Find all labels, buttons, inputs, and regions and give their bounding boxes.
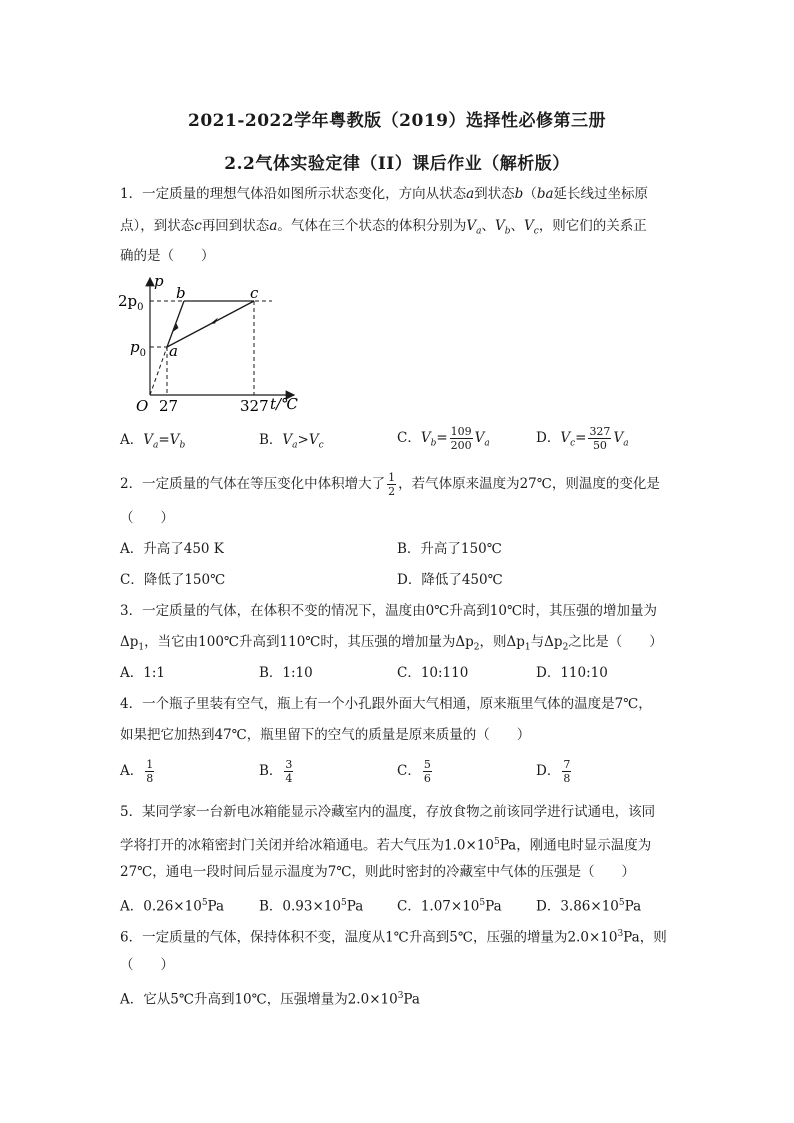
q1-option-b[interactable]: B．$V_a>V_c$ — [259, 432, 324, 451]
process-a-to-b — [167, 301, 184, 347]
q3-option-b[interactable]: B．1:10 — [259, 665, 313, 681]
y-axis-label: p — [154, 272, 164, 290]
q5-option-a[interactable]: A．$0.26\times 10^5Pa$ — [120, 898, 225, 915]
q1-option-d[interactable]: D．$V_c=$ $\frac{327}{50}$ $V_a$ — [536, 425, 629, 452]
q5-line-2: 学将打开的冰箱密封门关闭并给冰箱通电。若大气压为$1.0\times 10^5Pa$，刚通电时显示温度为 — [120, 837, 652, 854]
q4-line-2: 如果把它加热到47℃，瓶里留下的空气的质量是原来质量的（ ） — [120, 727, 531, 743]
q3-option-a[interactable]: A．1:1 — [120, 665, 165, 681]
document-subtitle: 2.2气体实验定律（II）课后作业（解析版） — [224, 154, 570, 174]
origin-label: O — [136, 397, 149, 415]
q1-pt-graph — [116, 272, 316, 420]
q4-line-1: 4．一个瓶子里装有空气，瓶上有一个小孔跟外面大气相通，原来瓶里气体的温度是7℃， — [120, 696, 652, 712]
q2-option-b[interactable]: B．升高了150℃ — [397, 541, 502, 557]
p-mid-label: $p_0$ — [130, 338, 146, 359]
document-title: 2021-2022学年粤教版（2019）选择性必修第三册 — [188, 111, 606, 131]
q1-line-1: 1．一定质量的理想气体沿如图所示状态变化，方向从状态a到状态b（ba延长线过坐标原 — [120, 186, 649, 202]
q4-option-b[interactable]: B． $\frac{3}{4}$ — [259, 758, 293, 785]
q6-line-1: 6．一定质量的气体，保持体积不变，温度从1℃升高到5℃，压强的增量为$2.0\times 10^3Pa$，则 — [120, 929, 667, 946]
q1-line-3: 确的是（ ） — [120, 248, 215, 264]
p-top-label: $2p_0$ — [118, 292, 144, 313]
point-c-label: c — [250, 284, 259, 302]
x-axis-label: t/℃ — [270, 395, 298, 413]
q4-option-d[interactable]: D． $\frac{7}{8}$ — [536, 758, 571, 785]
q4-option-c[interactable]: C． $\frac{5}{6}$ — [397, 758, 431, 785]
q5-option-b[interactable]: B．$0.93\times 10^5Pa$ — [259, 898, 364, 915]
q3-option-d[interactable]: D．110:10 — [536, 665, 608, 681]
q2-option-c[interactable]: C．降低了150℃ — [120, 572, 226, 588]
q1-option-a[interactable]: A．$V_a=V_b$ — [120, 432, 186, 451]
point-a-label: a — [169, 342, 178, 360]
x-tick-27: 27 — [159, 397, 179, 415]
q1-line-2: 点），到状态c再回到状态a。气体在三个状态的体积分别为$V_a$、$V_b$、$V_c$，则它们的关系正 — [120, 218, 647, 237]
q3-line-2: $\Delta p_1$，当它由100℃升高到110℃时，其压强的增加量为$\Delta p_2$，则$\Delta p_1$与$\Delta p_2$之比是（ ） — [120, 634, 663, 653]
q5-option-c[interactable]: C．$1.07\times 10^5Pa$ — [397, 898, 502, 915]
x-tick-327: 327 — [240, 397, 269, 415]
point-b-label: b — [176, 284, 186, 302]
q2-option-d[interactable]: D．降低了450℃ — [397, 572, 503, 588]
q1-option-c[interactable]: C．$V_b=$ $\frac{109}{200}$ $V_a$ — [397, 425, 490, 452]
process-c-to-a — [167, 301, 254, 347]
q2-line-1: 2．一定质量的气体在等压变化中体积增大了 $\frac{1}{2}$ ，若气体原来温度为27℃，则温度的变化是 — [120, 471, 660, 498]
q5-line-1: 5．某同学家一台新电冰箱能显示冷藏室内的温度，存放食物之前该同学进行试通电，该同 — [120, 804, 656, 820]
q6-line-2: （ ） — [120, 957, 174, 973]
q4-option-a[interactable]: A． $\frac{1}{8}$ — [120, 758, 154, 785]
q3-line-1: 3．一定质量的气体，在体积不变的情况下，温度由0℃升高到10℃时，其压强的增加量为 — [120, 603, 658, 619]
q5-line-3: 27℃，通电一段时间后显示温度为7℃，则此时密封的冷藏室中气体的压强是（ ） — [120, 864, 635, 880]
q2-option-a[interactable]: A．升高了450 K — [120, 541, 224, 557]
q5-option-d[interactable]: D．$3.86\times 10^5Pa$ — [536, 898, 642, 915]
q3-option-c[interactable]: C．10:110 — [397, 665, 469, 681]
q6-option-a[interactable]: A．它从5℃升高到10℃，压强增量为$2.0\times 10^3Pa$ — [120, 991, 420, 1008]
q2-line-2: （ ） — [120, 510, 174, 526]
